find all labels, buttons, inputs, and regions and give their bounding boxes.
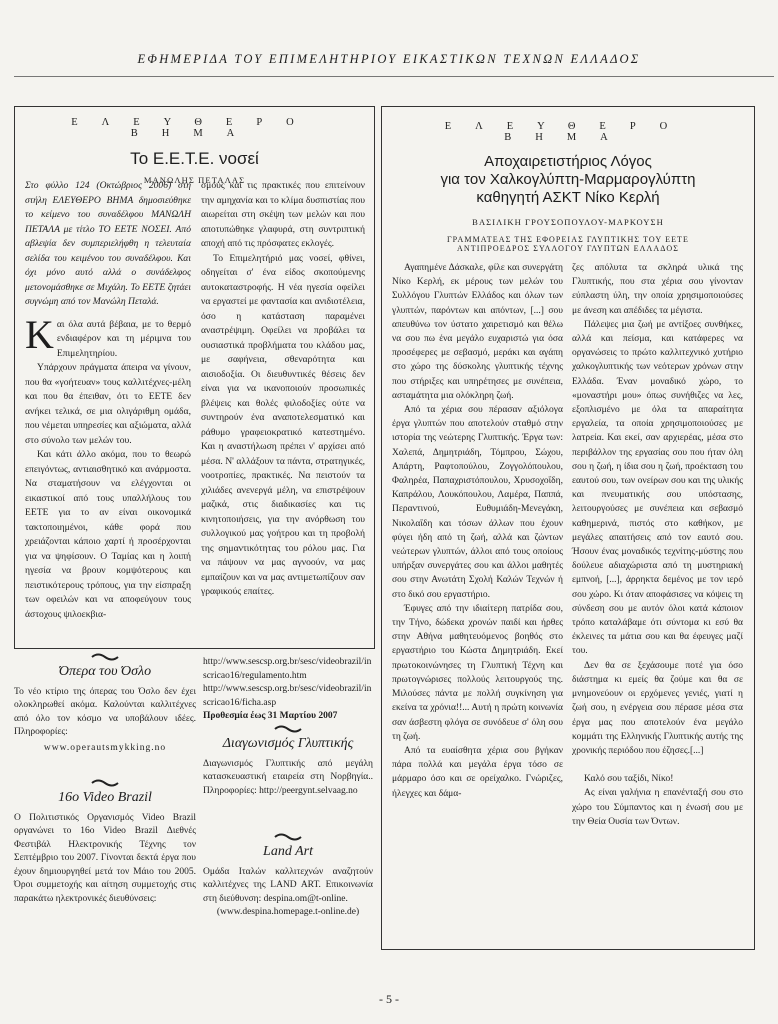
opera-url[interactable]: www.operautsmykking.no	[43, 742, 167, 753]
land-art-url[interactable]: (www.despina.homepage.t-online.de)	[216, 907, 360, 917]
link-ficha[interactable]: http://www.sescsp.org.br/sesc/videobrazil/inscricao16/ficha.asp	[203, 684, 372, 708]
right-article	[381, 106, 755, 950]
left-col1-p2: Υπάρχουν πράγματα άπειρα να γίνουν, που θα «γοήτευαν» τους καλλιτέχνες-μέλη και που θα έπειθαν, ότι το ΕΕΤΕ δεν ανήκει τελικά, σε μια ολιγάριθμη ομάδα, που νέμεται υπηρεσίες και αξιώματα, αλλά στο σύνολο των μελών του.	[25, 362, 191, 446]
left-article-author: ΜΑΝΩΛΗΣ ΠΕΤΑΛΑΣ	[143, 175, 246, 185]
right-col2-p4: Καλό σου ταξίδι, Νίκο!	[584, 774, 674, 785]
header-rule	[14, 76, 774, 77]
video-brazil-notice	[14, 778, 196, 906]
opera-notice	[14, 652, 196, 755]
page-number: - 5 -	[379, 992, 399, 1006]
right-col-2	[572, 261, 743, 829]
video-brazil-title: 16ο Video Brazil	[58, 790, 152, 805]
right-col1-p2: Από τα χέρια σου πέρασαν αξιόλογα έργα γλυπτών που αποτελούν σταθμό στην ιστορία της νεώτερης Γλυπτικής. Έργα των: Χαλεπά, Δημητριάδη, Τόμπρου, Σώχου, Απάρτη, Ραφτοπούλου, Ζογγολόπουλου, Φαληρέα, Παπαχριστόπουλου, Χρυσοχοΐδη, Καπράλου, Λουκόπουλου, Λαμέρα, Παππά, Περαντινού, Ευθυμιάδη-Μενεγάκη, Νικολαΐδη και τόσων άλλων που έχουν φύγει ήδη από τη ζωή, αλλά και ζώντων νεώτερων γλυπτών, άλλοι από τους οποίους υπήρξαν συνεργάτες σου και άλλοι μαθητές σου στην Ανωτάτη Σχολή Καλών Τεχνών ή στο δικό σου εργαστήριο.	[392, 405, 563, 600]
right-col1-p1: Αγαπημένε Δάσκαλε, φίλε και συνεργάτη Νίκο Κερλή, εκ μέρους των μελών του Συλλόγου Γλυπτών Ελλάδος και όλων των γλυπτών, παρόντων και απόντων, [...] σου απευθύνω τον ύστατο χαιρετισμό και θέλω να σου πω ένα μεγάλο ευχαριστώ για όσα προσέφερες με σεβασμό, μεράκι και αγάπη στο χώρο της δύσκολης γλυπτικής τέχνης που στήριξες και υπηρέτησες με συνέπεια, ασταμάτητα μια ολόκληρη ζωή.	[392, 263, 563, 401]
left-section-label: ΕΛΕΥΘΕΡΟ ΒΗΜΑ	[71, 117, 318, 139]
opera-title: Όπερα του Όσλο	[58, 664, 152, 679]
right-author-role-2: ΑΝΤΙΠΡΟΕΔΡΟΣ ΣΥΛΛΟΓΟΥ ΓΛΥΠΤΩΝ ΕΛΛΑΔΟΣ	[456, 244, 680, 253]
video-brazil-links	[203, 656, 373, 724]
left-article-title: Το Ε.Ε.Τ.Ε. νοσεί	[130, 149, 259, 168]
ornament-icon	[273, 724, 303, 734]
left-col1-p1: αι όλα αυτά βέβαια, με το θερμό ενδιαφέρον και τη μέριμνα του Επιμελητηρίου.	[56, 318, 191, 359]
video-brazil-body: Ο Πολιτιστικός Οργανισμός Video Brazil οργανώνει το 16ο Video Brazil Διεθνές Φεστιβάλ Ηλεκτρονικής Τέχνης τον Σεπτέμβριο του 2007. Γίνονται δεκτά έργα που έχουν δημιουργηθεί μετά τον Μάιο του 2005. Όροι συμμετοχής και αίτηση συμμετοχής στις παρακάτω ηλεκτρονικές διευθύνσεις:	[14, 812, 196, 904]
right-title-line-1: Αποχαιρετιστήριος Λόγος	[484, 153, 652, 170]
land-art-body: Ομάδα Ιταλών καλλιτεχνών αναζητούν καλλιτέχνες της LAND ART. Επικοινωνία στη διεύθυνση: despina.om@t-online.	[203, 866, 373, 904]
dropcap: Κ	[25, 311, 54, 357]
sculpture-contest-body: Διαγωνισμός Γλυπτικής από μεγάλη κατασκευαστική εταιρεία στη Νορβηγία.. Πληροφορίες: http://peergynt.selvaag.no	[203, 758, 373, 796]
newspaper-header: ΕΦΗΜΕΡΙΔΑ ΤΟΥ ΕΠΙΜΕΛΗΤΗΡΙΟΥ ΕΙΚΑΣΤΙΚΩΝ ΤΕΧΝΩΝ ΕΛΛΑΔΟΣ	[137, 52, 641, 66]
land-art-title: Land Art	[263, 844, 313, 859]
right-article-title	[382, 153, 754, 207]
ornament-icon	[90, 778, 120, 788]
right-col2-p1: ζες απόλυτα τα σκληρά υλικά της Γλυπτικής, που στα χέρια σου γίνονταν εύπλαστη ύλη, την οποία χρησιμοποιούσες με άνεση και απέδιδες τα μέγιστα.	[572, 263, 743, 316]
link-regulamento[interactable]: http://www.sescsp.org.br/sesc/videobrazil/inscricao16/regulamento.htm	[203, 657, 372, 681]
right-col2-p5: Ας είναι γαλήνια η επανένταξή σου στο χώρο του Σύμπαντος και η ένωσή σου με την Θεία Ουσία των Όντων.	[572, 788, 743, 827]
left-col2-p2: Το Επιμελητήριό μας νοσεί, φθίνει, οδηγείται σ' ένα είδος σκοπούμενης αυτοκαταστροφής. Η νέα ηγεσία οφείλει να εργαστεί με φαντασία και ανιδιοτέλεια, όσο η κατάσταση παραμένει αναστρέψιμη. Οφείλει να προβάλει τα ουσιαστικά προβλήματα του κλάδου μας, με σαφήνεια, σθεναρότητα και αισιοδοξία. Οι διευθυντικές θέσεις δεν είναι για να ικανοποιούν προσωπικές βλέψεις και θολές φιλοδοξίες ούτε να συντηρούν ένα αναποτελεσματικό και ράθυμο γραφειοκρατικό κατεστημένο. Και η αναστήλωση πρέπει ν' αρχίσει από μέσα. Ν' αλλάξουν τα πάντα, στρατηγικές, νοοτροπίες, πρακτικές. Να πειστούν τα χιλιάδες ανενεργά μέλη, να επιστρέψουν μαζικά, στις διαδικασίες και τις κινητοποιήσεις, για την ανόρθωση του συλλογικού μας γοήτρου και τη προβολή της σημαντικότητας του ρόλου μας. Για να πάψουν να μας αγνοούν, να μας εμπαίζουν και να μας αντιμετωπίζουν σαν γραφικούς επαίτες.	[201, 252, 365, 597]
sculpture-contest	[203, 724, 373, 798]
right-author-role-1: ΓΡΑΜΜΑΤΕΑΣ ΤΗΣ ΕΦΟΡΕΙΑΣ ΓΛΥΠΤΙΚΗΣ ΤΟΥ ΕΕΤΕ	[446, 235, 690, 244]
left-article	[14, 106, 375, 649]
sculpture-contest-title: Διαγωνισμός Γλυπτικής	[222, 736, 354, 751]
left-col-2	[201, 179, 365, 600]
right-section-label: ΕΛΕΥΘΕΡΟ ΒΗΜΑ	[444, 121, 692, 143]
right-article-author: ΒΑΣΙΛΙΚΗ ΓΡΟΥΣΟΠΟΥΛΟΥ-ΜΑΡΚΟΥΣΗ	[472, 217, 664, 227]
right-title-line-3: καθηγητή ΑΣΚΤ Νίκο Κερλή	[476, 189, 660, 206]
right-col1-p4: Από τα ευαίσθητα χέρια σου βγήκαν πάρα πολλά και μεγάλα έργα τόσο σε μάρμαρο όσο και σε ορείχαλκο. Γνώριζες, ήλεγχες και δάμα-	[392, 745, 563, 799]
ornament-icon	[90, 652, 120, 662]
land-art-notice	[203, 832, 373, 920]
right-col2-p2: Πάλεψες μια ζωή με αντίξοες συνθήκες, αλλά και πείσμα, και κατάφερες να οργανώσεις το πρώτο καλλιτεχνικό χυτήριο χαλκογλυπτικής των νεότερων χρόνων στην Ελλάδα. Έναν μοναδικό χώρο, το «μοναστήρι μου» όπως συνήθιζες να λες, εξοπλισμένο με όλα τα απαραίτητα εργαλεία, τα οποία χρησιμοποιούσες με λατρεία. Και εκεί, σαν αρχιερέας, μέσα στο περιβάλλον της εργασίας σου που ήταν όλη σου η ζωή, η ίδια σου η ζωή, προέκταση του εαυτού σου, των ονείρων σου και της υλικής και πνευματικής σου υπόστασης, λειτουργούσες με συνέπεια και σεβασμό καθημερινά, πιστός στο καθήκον, με μεγάλες απαιτήσεις από τον εαυτό σου. Ήσουν ένας μοναδικός τεχνίτης-μύστης που δούλευε αδιαχώριστα από τη μυστηριακή εμπνοή, [...], άρρηκτα δεμένος με τον ιερό σου χώρο. Κι όταν αποφάσισες να κόψεις τη σύνδεση σου με αυτόν όλοι κατά κάποιον τρόπο καταλάβαμε ότι σύντομα κι εσύ θα έκλεινες τα μάτια σου και θα έφευγες μαζί του.	[572, 319, 743, 657]
opera-body: Το νέο κτίριο της όπερας του Όσλο δεν έχει ολοκληρωθεί ακόμα. Καλούνται καλλιτέχνες από όλο τον κόσμο να υποβάλουν ιδέες. Πληροφορίες:	[14, 686, 196, 737]
ornament-icon	[273, 832, 303, 842]
left-col-1	[25, 179, 191, 622]
right-col2-p3: Δεν θα σε ξεχάσουμε ποτέ για όσο διάστημα κι εμείς θα ζούμε και θα σε μνημονεύουν οι ερχόμενες γενιές, γιατί η ζωή σου, η ενέργεια σου πέρασε μέσα στα έργα μας που αποτελούν ένα μεγάλο κομμάτι της Ελληνικής Γλυπτικής αυτής της χρονικής περιόδου που έζησες.[...]	[572, 660, 743, 756]
right-col-1	[392, 261, 563, 801]
deadline-text: Προθεσμία έως 31 Μαρτίου 2007	[203, 711, 338, 721]
left-col2-p1: σμούς και τις πρακτικές που επιτείνουν την αμηχανία και το κλίμα δυσπιστίας που αιωρείται στη σκέψη των μελών και που αποτυπώθηκε γλαφυρά, στη συντριπτική αποχή από τις πρόσφατες εκλογές.	[201, 180, 365, 249]
right-title-line-2: για τον Χαλκογλύπτη-Μαρμαρογλύπτη	[440, 171, 696, 188]
left-intro: Στο φύλλο 124 (Οκτώβριος 2006) στη στήλη ΕΛΕΥΘΕΡΟ ΒΗΜΑ δημοσιεύθηκε το κείμενο του συναδέλφου ΜΑΝΩΛΗ ΠΕΤΑΛΑ με τίτλο ΤΟ ΕΕΤΕ ΝΟΣΕΙ. Από αβλεψία δεν συμπεριελήφθη η τελευταία σελίδα του κειμένου του συναδέλφου. Και όχι μόνο αυτό αλλά ο συνάδελφος μετονομάσθηκε σε Μιχάλη. Το ΕΕΤΕ ζητάει συγνώμη από τον Μανώλη Πεταλά.	[25, 180, 191, 307]
right-col1-p3: Έφυγες από την ιδιαίτερη πατρίδα σου, την Τήνο, δώδεκα χρονών παιδί και ήρθες στην Αθήνα μαθητευόμενος βοηθός στο εργαστήριο του Κώστα Δημητριάδη. Εκεί πρωτοκοινώνησες τη Γλυπτική Τέχνη και πρωτογνώρισες πολλούς λειτουργούς της. Μιλούσες πάντα με πολλή συγκίνηση για εκείνα τα χρόνια!!... Αυτή η πρώτη κοινωνία σαν άσβεστη φλόγα σε συνόδευε σ' όλη σου τη ζωή.	[392, 603, 563, 742]
left-col1-p3: Και κάτι άλλο ακόμα, που το θεωρώ επειγόντως, αντιαισθητικό και ανάρμοστα. Να σταματήσουν να ελέγχονται οι εικαστικοί από τους υπαλλήλους του ΕΕΤΕ για το αν είναι οικονομικά τακτοποιημένοι, κάθε φορά που χρειάζονται κάποιο χαρτί ή προσέρχονται για να ψηφίσουν. Ο Ταμίας και η λοιπή ηγεσία να βρουν κομψότερους και πειστικότερους τρόπους, για την είσπραξη των οφειλών και να αποφεύγουν τους άστοχους ψιλοεκβια-	[25, 449, 191, 620]
